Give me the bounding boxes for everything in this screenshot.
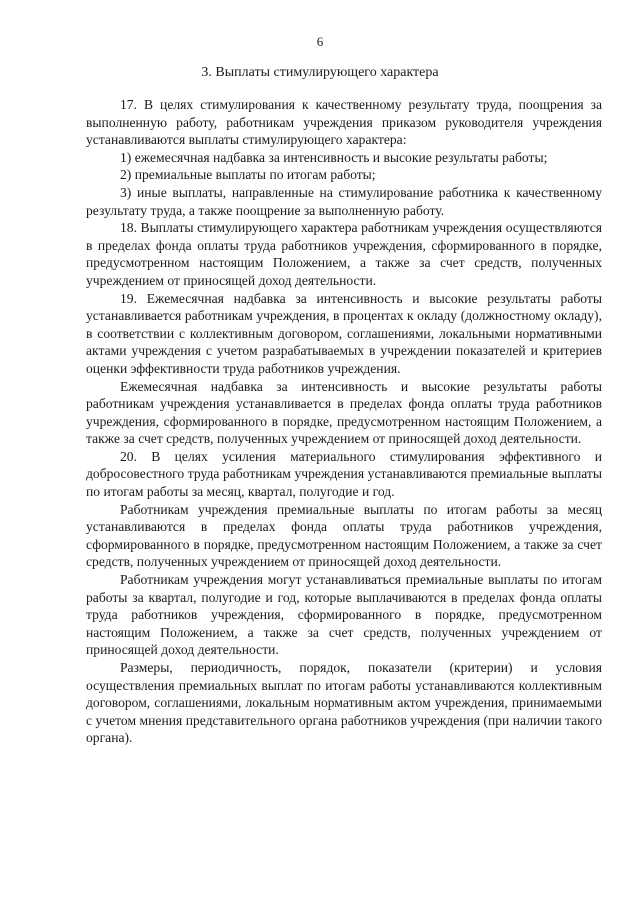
paragraph-18: 18. Выплаты стимулирующего характера работникам учреждения осуществляются в пределах фонда оплаты труда работников учреждения, сформированного в порядке, предусмотренном настоящим Положением, а также за счет средств, полученных учреждением от приносящей доход деятельности.: [86, 220, 602, 288]
page-number: 6: [316, 34, 324, 49]
document-body: [86, 96, 602, 747]
paragraph-20: 20. В целях усиления материального стимулирования эффективного и добросовестного труда работникам учреждения устанавливаются премиальные выплаты по итогам работы за месяц, квартал, полугодие и год.: [86, 448, 602, 500]
paragraph-17: 17. В целях стимулирования к качественному результату труда, поощрения за выполненную работу, работникам учреждения приказом руководителя учреждения устанавливаются выплаты стимулирующего характера:: [86, 97, 602, 148]
paragraph-20-quarterly: Работникам учреждения могут устанавливаться премиальные выплаты по итогам работы за квартал, полугодие и год, которые выплачиваются в пределах фонда оплаты труда работников учреждения, сформированного в порядке, предусмотренном настоящим Положением, а также за счет средств, полученных учреждением от приносящей доход деятельности.: [86, 572, 602, 658]
list-item-3: 3) иные выплаты, направленные на стимулирование работника к качественному результату труда, а также поощрение за выполненную работу.: [86, 184, 602, 218]
paragraph-19-continued: Ежемесячная надбавка за интенсивность и высокие результаты работы работникам учреждения устанавливается в пределах фонда оплаты труда работников учреждения, сформированного в порядке, предусмотренном настоящим Положением, а также за счет средств, полученных учреждением от приносящей доход деятельности.: [86, 378, 602, 447]
paragraph-19: 19. Ежемесячная надбавка за интенсивность и высокие результаты работы устанавливается работникам учреждения, в процентах к окладу (должностному окладу), в соответствии с коллективным договором, соглашениями, локальными нормативными актами учреждения с учетом разрабатываемых в учреждении показателей и критериев оценки эффективности труда работников учреждения.: [86, 290, 602, 376]
section-title: 3. Выплаты стимулирующего характера: [201, 65, 439, 80]
paragraph-20-monthly: Работникам учреждения премиальные выплаты по итогам работы за месяц устанавливаются в пределах фонда оплаты труда работников учреждения, сформированного в порядке, предусмотренном настоящим Положением, а также за счет средств, полученных учреждением от приносящей доход деятельности.: [86, 501, 602, 570]
list-item-2: 2) премиальные выплаты по итогам работы;: [120, 167, 376, 183]
list-item-1: 1) ежемесячная надбавка за интенсивность и высокие результаты работы;: [120, 149, 548, 165]
paragraph-20-conditions: Размеры, периодичность, порядок, показатели (критерии) и условия осуществления премиальных выплат по итогам работы устанавливаются коллективным договором, соглашениями, локальным нормативным актом учреждения, принимаемыми с учетом мнения представительного органа работников учреждения (при наличии такого органа).: [86, 660, 602, 746]
